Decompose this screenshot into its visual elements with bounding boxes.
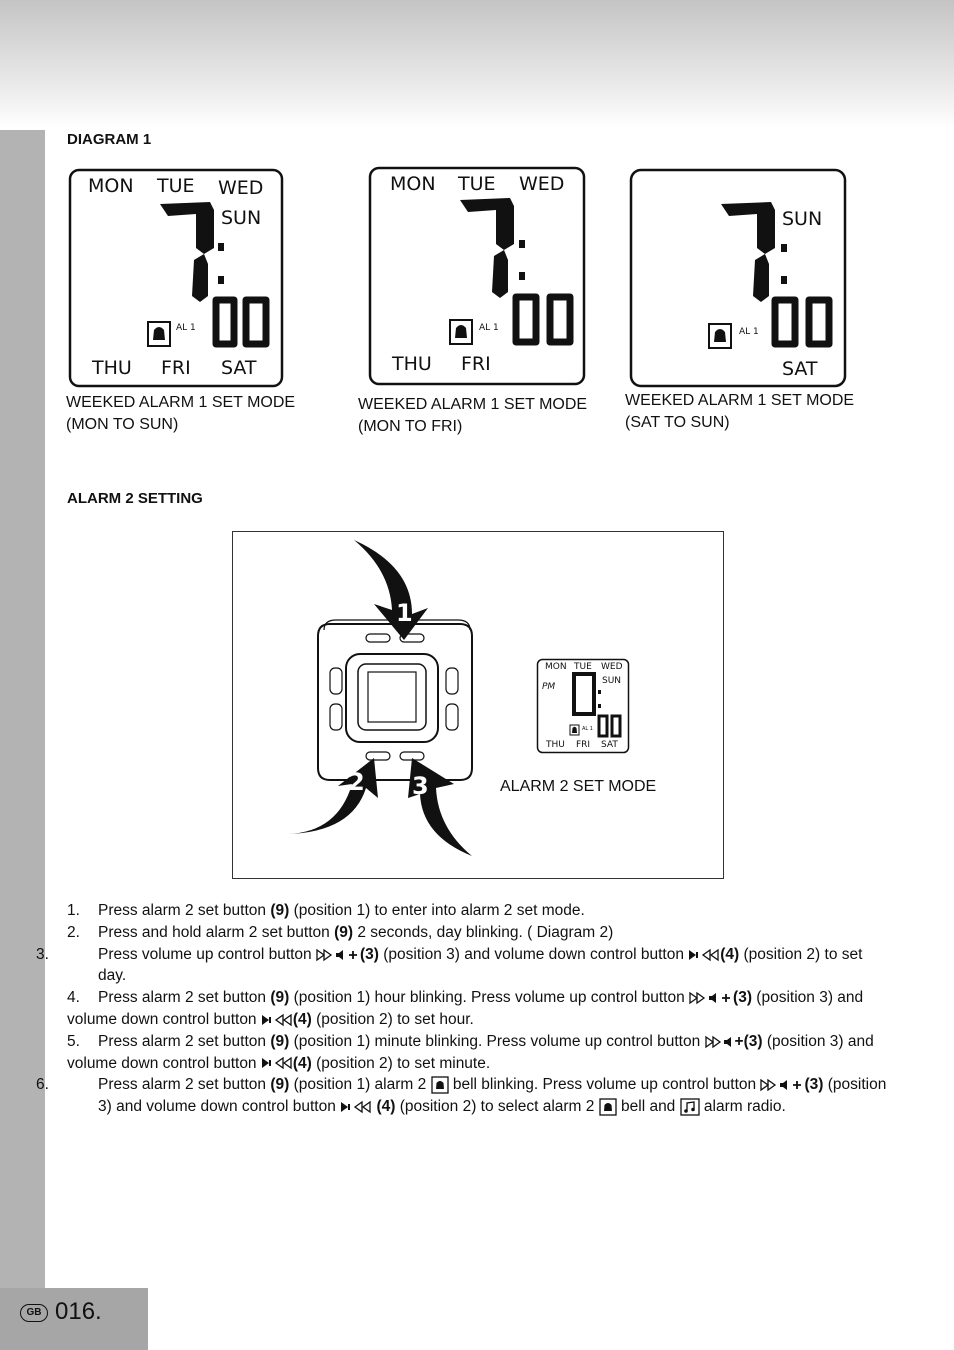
volume-down-icon [688,948,720,962]
alarm2-heading: ALARM 2 SETTING [67,490,203,507]
side-bar [0,130,45,1290]
day-fri: FRI [161,357,191,379]
day-wed: WED [519,173,565,195]
radio-music-icon [680,1098,700,1116]
caption-sat-to-sun: WEEKED ALARM 1 SET MODE (SAT TO SUN) [625,392,855,431]
page-number: 016. [55,1298,102,1325]
day-sat: SAT [601,740,618,750]
day-sat: SAT [221,357,257,379]
diagram1-heading: DIAGRAM 1 [67,131,152,148]
day-sat: SAT [782,358,818,380]
day-sun: SUN [782,208,823,230]
volume-up-icon [705,1035,735,1049]
caption-mon-to-fri: WEEKED ALARM 1 SET MODE (MON TO FRI) [358,396,588,435]
alarm2-caption: ALARM 2 SET MODE [500,778,657,795]
step-4: 4. Press alarm 2 set button (9) (position 1) hour blinking. Press volume up control button (3) (position 3) and volume down control button (4) (position 2) to set hour. [67,989,864,1028]
header-band [0,0,954,128]
pm-indicator: PM [542,682,556,692]
day-mon: MON [390,173,436,195]
volume-down-icon [340,1100,372,1114]
volume-up-icon [316,948,360,962]
day-thu: THU [546,740,565,750]
clock-device-illustration [282,536,482,862]
volume-up-icon [760,1078,804,1092]
day-mon: MON [88,175,134,197]
day-thu: THU [392,353,432,375]
alarm-label: AL 1 [479,323,499,333]
step-5: 5. Press alarm 2 set button (9) (position 1) minute blinking. Press volume up control button +(3) (position 3) and volume down control button (4) (position 2) to set minute. [67,1032,874,1072]
volume-down-icon [261,1013,293,1027]
arrow-2-label: 2 [348,768,365,796]
alarm-label: AL 1 [582,726,593,732]
day-sun: SUN [221,207,262,229]
day-wed: WED [218,177,264,199]
step-2: 2. Press and hold alarm 2 set button (9) 2 seconds, day blinking. ( Diagram 2) [67,923,614,941]
caption-mon-to-sun: WEEKED ALARM 1 SET MODE (MON TO SUN) [66,394,296,433]
arrow-1-label: 1 [396,599,413,627]
instructions-list [36,900,889,1118]
lcd-display-sat-to-sun [629,168,847,388]
alarm-label: AL 1 [739,327,759,337]
day-tue: TUE [574,662,592,672]
lcd-display-mon-to-sun [68,168,284,388]
day-sun: SUN [602,676,622,686]
step-1: 1. Press alarm 2 set button (9) (position 1) to enter into alarm 2 set mode. [67,902,585,919]
arrow-3-label: 3 [412,772,429,800]
volume-up-icon [689,991,733,1005]
step-3: 3. Press volume up control button (3) (position 3) and volume down control button (4) (position 2) to set day. [36,945,863,985]
bell-icon [599,1098,617,1116]
day-fri: FRI [576,740,591,750]
day-fri: FRI [461,353,491,375]
language-badge: GB [20,1304,48,1322]
alarm-label: AL 1 [176,323,196,333]
bell-icon [431,1076,449,1094]
day-tue: TUE [157,175,195,197]
volume-down-icon [261,1056,293,1070]
alarm2-lcd-display [536,658,630,754]
day-mon: MON [545,662,567,672]
day-thu: THU [92,357,132,379]
day-wed: WED [601,662,623,672]
day-tue: TUE [458,173,496,195]
lcd-display-mon-to-fri [368,166,586,386]
step-6: 6. Press alarm 2 set button (9) (position 1) alarm 2 bell blinking. Press volume up control button (3) (position 3) and volume down control button (4) (position 2) to select alarm 2 bell and alarm radio. [36,1076,887,1116]
